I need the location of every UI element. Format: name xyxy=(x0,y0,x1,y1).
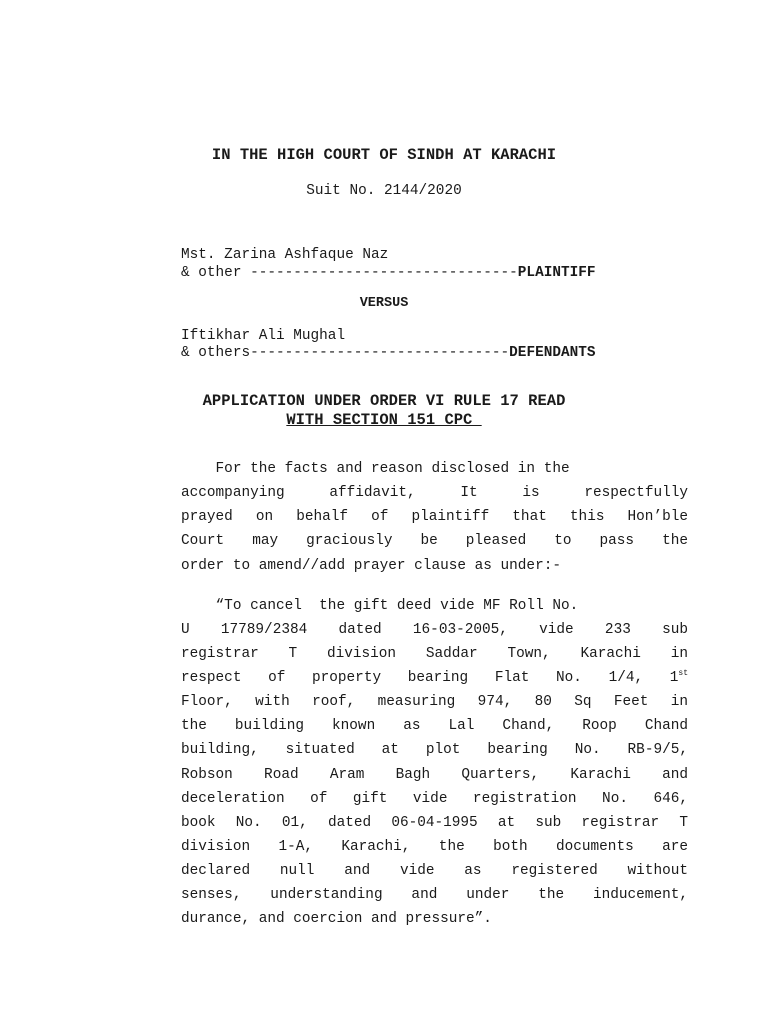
para2-line: U 17789/2384 dated 16-03-2005, vide 233 sub xyxy=(181,622,688,638)
suit-number: Suit No. 2144/2020 xyxy=(306,183,462,199)
para2-line: declared null and vide as registered without xyxy=(181,863,688,879)
plaintiff-dashes: & other ------------------------------- xyxy=(181,265,518,281)
para2-line xyxy=(181,669,688,688)
plaintiff-line xyxy=(181,264,688,283)
application-title-line-1: APPLICATION UNDER ORDER VI RULE 17 READ xyxy=(202,392,566,410)
para2-line: building, situated at plot bearing No. RB-9/5, xyxy=(181,742,688,758)
para2-line: deceleration of gift vide registration No. 646, xyxy=(181,791,688,807)
defendant-dashes: & others------------------------------ xyxy=(181,345,510,361)
para1-line: order to amend//add prayer clause as under:- xyxy=(181,558,561,574)
application-title-line-2-text: WITH SECTION 151 CPC xyxy=(286,411,482,429)
para2-line: book No. 01, dated 06-04-1995 at sub registrar T xyxy=(181,815,688,831)
plaintiff-role: PLAINTIFF xyxy=(517,265,596,281)
para2-line: durance, and coercion and pressure”. xyxy=(181,911,492,927)
para2-line: Robson Road Aram Bagh Quarters, Karachi and xyxy=(181,767,688,783)
para2-line: senses, understanding and under the inducement, xyxy=(181,887,688,903)
para1-line: For the facts and reason disclosed in the xyxy=(181,461,570,477)
para2-line: Floor, with roof, measuring 974, 80 Sq Feet in xyxy=(181,694,688,710)
court-heading: IN THE HIGH COURT OF SINDH AT KARACHI xyxy=(211,146,557,164)
para2-line-text: respect of property bearing Flat No. 1/4, 1 xyxy=(181,670,679,686)
application-title-line-2 xyxy=(0,411,768,430)
para2-line: division 1-A, Karachi, the both documents are xyxy=(181,839,688,855)
defendant-line xyxy=(181,344,688,363)
para2-line: “To cancel the gift deed vide MF Roll No. xyxy=(181,598,579,614)
plaintiff-name: Mst. Zarina Ashfaque Naz xyxy=(181,247,389,263)
para1-line: Court may graciously be pleased to pass the xyxy=(181,533,688,549)
defendant-name: Iftikhar Ali Mughal xyxy=(181,328,346,344)
para1-line: prayed on behalf of plaintiff that this Hon’ble xyxy=(181,509,688,525)
superscript-st: st xyxy=(678,669,688,678)
para2-line: the building known as Lal Chand, Roop Chand xyxy=(181,718,688,734)
versus-label: VERSUS xyxy=(359,296,409,311)
defendant-role: DEFENDANTS xyxy=(509,345,596,361)
para1-line: accompanying affidavit, It is respectfully xyxy=(181,485,688,501)
para2-line: registrar T division Saddar Town, Karachi in xyxy=(181,646,688,662)
